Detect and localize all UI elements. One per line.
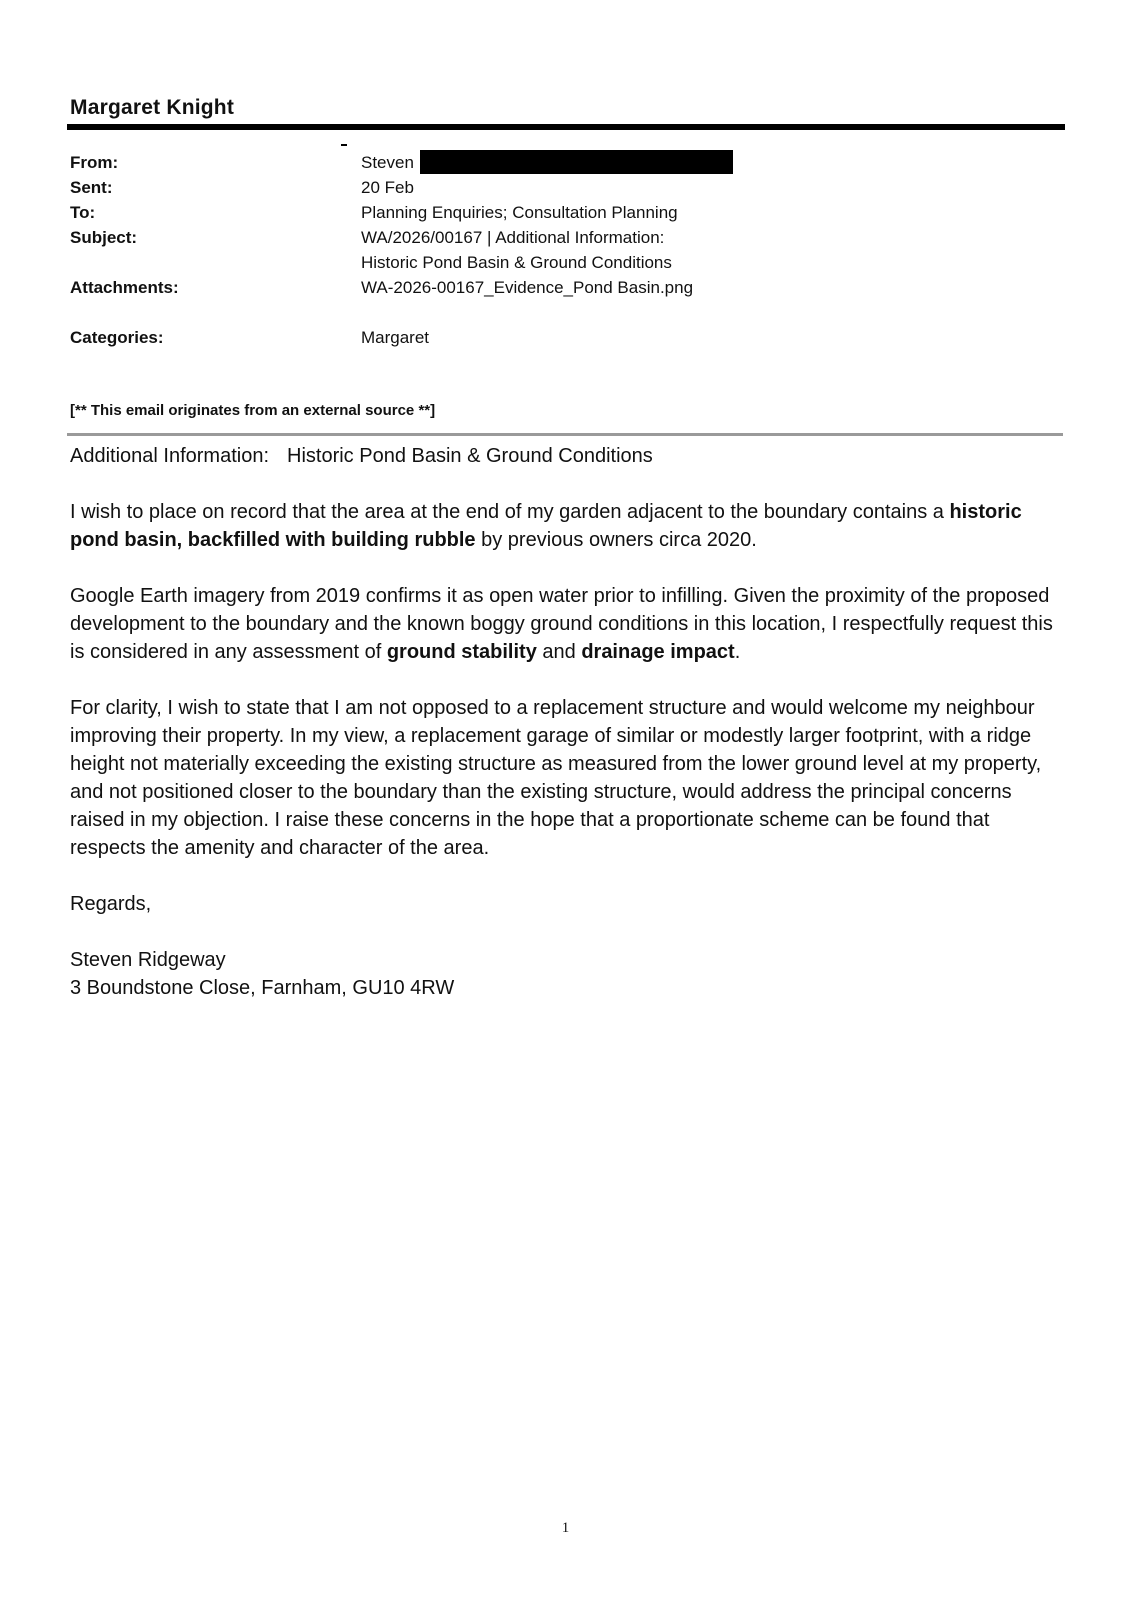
signature-name: Steven Ridgeway [70, 949, 226, 971]
paragraph-text: I wish to place on record that the area at the end of my garden adjacent to the boundary contains a [70, 501, 950, 523]
paragraph-ground-conditions [70, 582, 1068, 666]
stray-mark [341, 144, 347, 146]
categories-label: Categories: [70, 328, 164, 347]
header-divider [67, 124, 1065, 130]
redaction-bar [420, 150, 733, 174]
paragraph-text: Google Earth imagery from 2019 confirms it as open water prior to infilling. Given the proximity of the proposed development to the boundary and the known boggy ground conditions in this location, I respectfully request this is considered in any assessment of [70, 585, 1053, 663]
body-subject-part-a: Additional Information: [70, 445, 270, 467]
signature-block [70, 946, 1068, 1002]
paragraph-text: . [734, 641, 741, 663]
header-spacer [70, 300, 970, 325]
to-row [70, 200, 970, 225]
from-value [361, 150, 733, 175]
bold-phrase: historic pond basin, backfilled with building rubble [70, 501, 1022, 551]
external-source-banner: [** This email originates from an external source **] [70, 402, 436, 419]
subject-value-line1: WA/2026/00167 | Additional Information: [361, 228, 665, 247]
to-label: To: [70, 203, 96, 222]
paragraph-text: and [536, 641, 582, 663]
paragraph-text: by previous owners circa 2020. [475, 529, 757, 551]
page-number: 1 [561, 1520, 570, 1536]
subject-row [70, 225, 970, 250]
paragraph-clarity: For clarity, I wish to state that I am not opposed to a replacement structure and would welcome my neighbour improving their property. In my view, a replacement garage of similar or modestly larger footprint, with a ridge height not materially exceeding the existing structure as measured from the lower ground level at my property, and not positioned closer to the boundary than the existing structure, would address the principal concerns raised in my objection. I raise these concerns in the hope that a proportionate scheme can be found that respects the amenity and character of the area. [70, 697, 1042, 859]
from-name: Steven [361, 153, 414, 172]
attachment-link[interactable]: WA-2026-00167_Evidence_Pond Basin.png [361, 278, 694, 297]
sent-row [70, 175, 970, 200]
from-row [70, 150, 970, 175]
bold-phrase: drainage impact [581, 641, 735, 663]
body-divider [67, 433, 1063, 436]
paragraph-pond-basin [70, 498, 1068, 554]
mailbox-owner-name: Margaret Knight [70, 96, 235, 119]
subject-label: Subject: [70, 228, 138, 247]
email-body [70, 442, 1068, 1002]
attachments-row [70, 275, 970, 300]
sent-value: 20 Feb [361, 178, 414, 197]
sent-label: Sent: [70, 178, 113, 197]
closing-regards: Regards, [70, 893, 152, 915]
categories-value: Margaret [361, 328, 430, 347]
subject-value-line2: Historic Pond Basin & Ground Conditions [361, 253, 672, 272]
signature-address: 3 Boundstone Close, Farnham, GU10 4RW [70, 977, 455, 999]
attachments-label: Attachments: [70, 278, 179, 297]
subject-row-continued [70, 250, 970, 275]
to-value: Planning Enquiries; Consultation Planning [361, 203, 678, 222]
email-header [70, 150, 970, 350]
body-subject-part-b: Historic Pond Basin & Ground Conditions [287, 445, 653, 467]
body-subject-line [70, 442, 1068, 470]
from-label: From: [70, 153, 119, 172]
subject-label-spacer [70, 250, 361, 275]
categories-row [70, 325, 970, 350]
bold-phrase: ground stability [386, 641, 537, 663]
